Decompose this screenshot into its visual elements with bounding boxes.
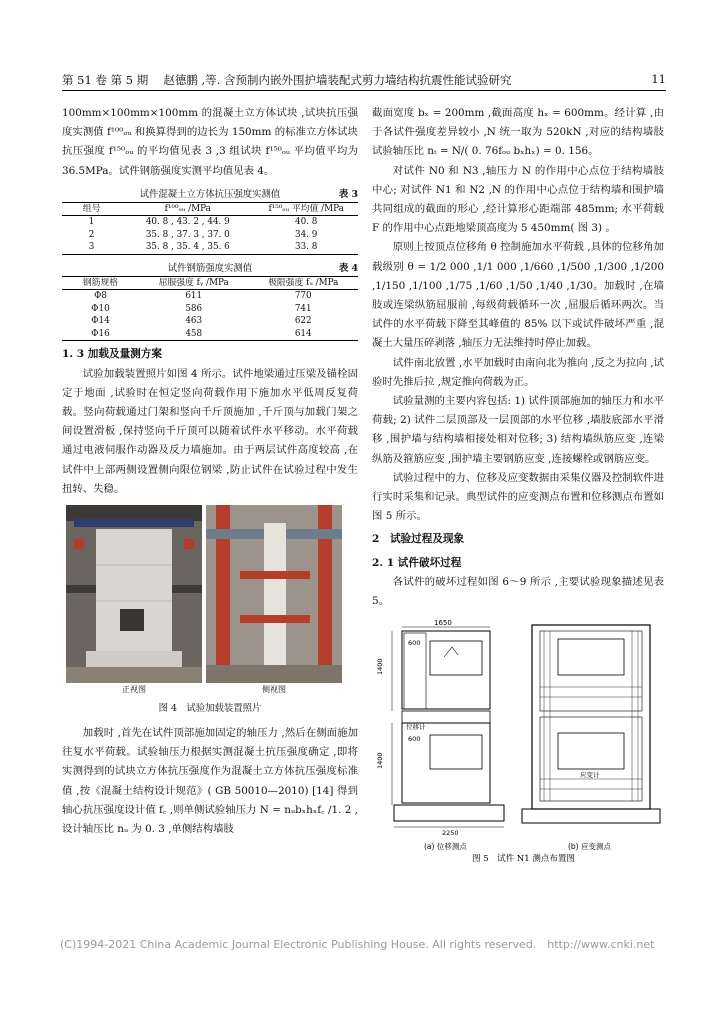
- table-cell: 34. 9: [294, 229, 318, 240]
- dim-label: 1650: [434, 619, 452, 628]
- table4-header: 屈服强度 fᵧ /MPa: [139, 276, 249, 290]
- table-cell: 614: [248, 328, 358, 341]
- table3-header: f¹⁵⁰ₒᵤ 平均值 /MPa: [254, 202, 358, 216]
- dim-label: 600: [408, 639, 421, 648]
- table-cell: 463: [185, 316, 203, 327]
- section-2-1-paragraph: 各试件的破坏过程如图 6～9 所示 ,主要试验现象描述见表 5。: [372, 575, 664, 608]
- table4-number: 表 4: [338, 262, 358, 274]
- table-row: [62, 328, 358, 341]
- table-cell: 770: [294, 291, 312, 302]
- table-cell: 611: [185, 291, 203, 302]
- table-row: [62, 290, 358, 303]
- page-number: 11: [651, 72, 666, 86]
- displacement-layout-drawing: [376, 619, 504, 851]
- table3-caption: [62, 187, 358, 202]
- data-acquisition-paragraph: 试验过程中的力、位移及应变数据由采集仪器及控制软件进行实时采集和记录。典型试件的应变测点布置和位移测点布置如图 5 所示。: [372, 471, 664, 523]
- intro-paragraph: 100mm×100mm×100mm 的混凝土立方体试块 ,试块抗压强度实测值 f¹⁰⁰ₒᵤ 和换算得到的边长为 150mm 的标准立方体试块抗压强度 f¹⁵⁰ₒᵤ 的平均值见表 3 ,3 组试块 f¹⁵⁰ₒᵤ 平均值平均为 36.5MPa。试件钢筋强度实测平均值见表 4。: [62, 107, 358, 177]
- strain-layout-label: (b) 应变测点: [568, 842, 611, 852]
- table-cell: 40. 8: [294, 217, 318, 228]
- table-row: [62, 216, 358, 229]
- table-cell: 586: [185, 303, 203, 314]
- dim-label: 2250: [442, 829, 459, 838]
- loading-paragraph: 加载时 ,首先在试件顶部施加固定的轴压力 ,然后在侧面施加往复水平荷载。试验轴压力根据实测混凝土抗压强度确定 ,即将实测得到的试块立方体抗压强度作为混凝土立方体抗压强度标准值 ,按《混凝土结构设计规范》( GB 50010—2010) [14] 得到轴心抗压强度设计值 f꜀ ,则单侧试验轴压力 N = nᵤbₓhₓf꜀ /1. 2 ,设计轴压比 nᵤ 为 0. 3 ,单侧结构墙肢: [62, 726, 358, 835]
- right-column: [372, 104, 664, 865]
- section-2-1-title: 2. 1 试件破坏过程: [372, 556, 462, 569]
- measurement-paragraph: 试验量测的主要内容包括: 1) 试件顶部施加的轴压力和水平荷载; 2) 试件二层顶部及一层顶部的水平位移 ,墙肢底部水平滑移 ,围护墙与结构墙相接处相对位移; 3) 结构墙纵筋应变 ,连梁纵筋及箍筋应变 ,围护墙主要钢筋应变 ,连接螺栓或钢筋应变。: [372, 395, 664, 465]
- figure4-photos: [62, 505, 358, 697]
- drift-levels-paragraph: 原则上按顶点位移角 θ 控制施加水平荷载 ,具体的位移角加载级别 θ = 1/2 000 ,1/1 000 ,1/660 ,1/500 ,1/300 ,1/200 ,1/150 ,1/100 ,1/75 ,1/60 ,1/50 ,1/40 ,1/30。加载时 ,在墙肢或连梁纵筋屈服前 ,每级荷载循环一次 ,屈服后循环两次。当试件的水平荷载下降至其峰值的 85% 以下或试件破坏严重 ,混凝土大量压碎剥落 ,轴压力无法维持时停止加载。: [372, 241, 664, 350]
- table3-header: 组号: [62, 202, 121, 216]
- table4: [62, 276, 358, 342]
- side-view-photo: [206, 505, 342, 683]
- table-cell: 40. 8 , 43. 2 , 44. 9: [145, 217, 230, 228]
- axial-load-paragraph: 对试件 N0 和 N3 ,轴压力 N 的作用中心点位于结构墙肢中心; 对试件 N1 和 N2 ,N 的作用中心点位于结构墙和围护墙共同组成的截面的形心 ,经计算形心距端部 485mm; 水平荷载 F 的作用中心点距地梁顶高度为 5 450mm( 图 3) 。: [372, 164, 664, 235]
- section-2-title: 2 试验过程及现象: [372, 533, 465, 546]
- section-width-paragraph: 截面宽度 bₓ = 200mm ,截面高度 hₓ = 600mm。经计算 ,由于各试件强度差异较小 ,N 统一取为 520kN ,对应的结构墙肢试验轴压比 nₜ = N/( 0. 76fₒᵤ bₓhₓ) = 0. 156。: [372, 107, 664, 158]
- displacement-layout-label: (a) 位移测点: [424, 842, 467, 852]
- front-view-label: 正视图: [122, 684, 146, 694]
- table4-header: 极限强度 fᵤ /MPa: [248, 276, 358, 290]
- table-cell: Φ10: [91, 303, 110, 314]
- side-view-label: 侧视图: [262, 684, 286, 694]
- table-row: [62, 229, 358, 242]
- loading-direction-paragraph: 试件南北放置 ,水平加载时由南向北为推向 ,反之为拉向 ,试验时先推后拉 ,规定推向荷载为正。: [372, 356, 664, 388]
- section-1-3-title: 1. 3 加载及量测方案: [62, 348, 162, 361]
- left-column: [62, 104, 358, 839]
- table3-title: 试件混凝土立方体抗压强度实测值: [139, 188, 281, 200]
- figure4-caption: 图 4 试验加载装置照片: [158, 702, 262, 714]
- table-cell: 622: [294, 316, 312, 327]
- table-cell: 3: [62, 241, 121, 254]
- table-cell: Φ16: [62, 328, 139, 341]
- table-row: [62, 303, 358, 316]
- strain-gauge-note: 应变计: [580, 771, 600, 780]
- figure5-caption: 图 5 试件 N1 测点布置图: [472, 854, 575, 864]
- table-cell: 2: [88, 229, 95, 240]
- displacement-meter-note: 位移计: [406, 723, 426, 732]
- table-cell: 35. 8 , 35. 4 , 35. 6: [121, 241, 254, 254]
- running-header: [62, 70, 666, 91]
- figure5: [372, 617, 664, 865]
- table3-header: f¹⁰⁰ₒᵤ /MPa: [121, 202, 254, 216]
- table-row: [62, 315, 358, 328]
- table-row: [62, 241, 358, 254]
- front-view-photo: [66, 505, 202, 683]
- table4-title: 试件钢筋强度实测值: [167, 262, 253, 274]
- section-1-3-paragraph: 试验加载装置照片如图 4 所示。试件地梁通过压梁及锚栓固定于地面 ,试验时在恒定竖向荷载作用下施加水平低周反复荷载。竖向荷载通过门架和竖向千斤顶施加 ,千斤顶与加载门架之间设置滑板 ,保持竖向千斤顶可以随着试件水平移动。水平荷载通过电液伺服作动器及反力墙施加。由于两层试件高度较高 ,在试件中上部两侧设置侧向限位钢梁 ,防止试件在试验过程中发生扭转、失稳。: [62, 367, 358, 495]
- table-cell: 458: [139, 328, 249, 341]
- journal-header-text: 第 51 卷 第 5 期 赵德鹏 ,等. 含预制内嵌外围护墙装配式剪力墙结构抗震性能试验研究: [62, 73, 512, 87]
- table4-header: 钢筋规格: [62, 276, 139, 290]
- table-cell: 33. 8: [254, 241, 358, 254]
- dim-label: 600: [408, 735, 421, 744]
- dim-label: 1400: [376, 752, 384, 770]
- table3-number: 表 3: [338, 188, 358, 200]
- table-cell: Φ14: [91, 316, 110, 327]
- table-cell: 1: [88, 217, 95, 228]
- copyright-watermark: (C)1994-2021 China Academic Journal Electronic Publishing House. All rights reserved. http://www.cnki.net: [60, 938, 655, 951]
- table-cell: Φ8: [94, 291, 107, 302]
- table-cell: 741: [294, 303, 312, 314]
- dim-label: 1400: [376, 658, 384, 676]
- table3: [62, 202, 358, 255]
- strain-layout-drawing: [522, 625, 660, 851]
- table4-caption: [62, 261, 358, 276]
- table-cell: 35. 8 , 37. 3 , 37. 0: [145, 229, 230, 240]
